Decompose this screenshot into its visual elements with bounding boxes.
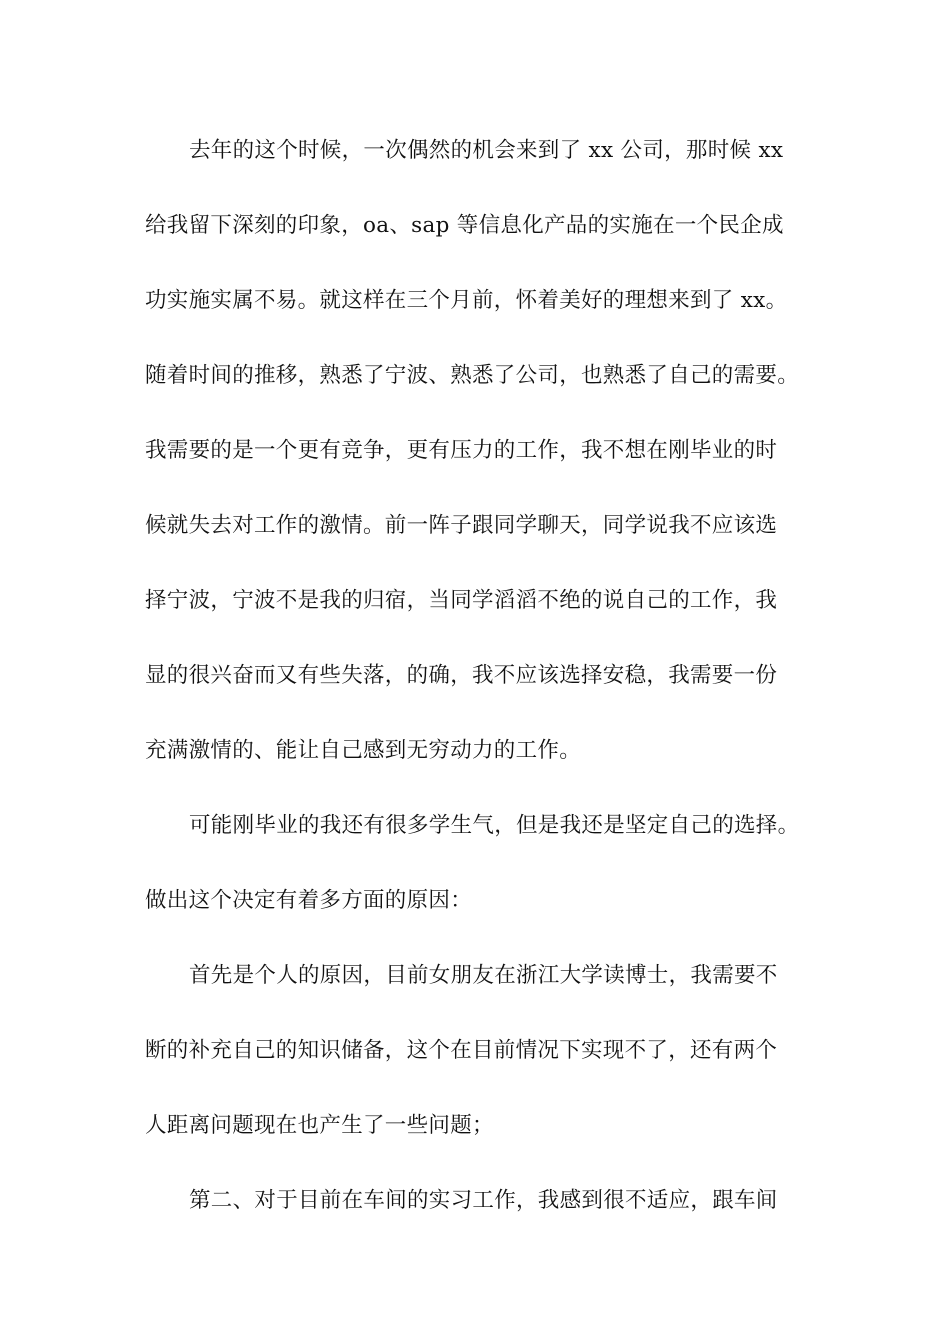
paragraph-line: 做出这个决定有着多方面的原因： [145, 888, 473, 913]
paragraph-line: 择宁波，宁波不是我的归宿，当同学滔滔不绝的说自己的工作，我 [145, 588, 778, 613]
paragraph-line: 候就失去对工作的激情。前一阵子跟同学聊天，同学说我不应该选 [145, 513, 778, 538]
paragraph-line: 人距离问题现在也产生了一些问题； [145, 1113, 494, 1138]
paragraph-line: 功实施实属不易。就这样在三个月前，怀着美好的理想来到了 xx。 [145, 288, 788, 313]
paragraph-line: 充满激情的、能让自己感到无穷动力的工作。 [145, 738, 582, 763]
paragraph-line: 随着时间的推移，熟悉了宁波、熟悉了公司，也熟悉了自己的需要。 [145, 363, 800, 388]
paragraph-line: 首先是个人的原因，目前女朋友在浙江大学读博士，我需要不 [189, 963, 778, 988]
paragraph-line: 断的补充自己的知识储备，这个在目前情况下实现不了，还有两个 [145, 1038, 778, 1063]
document-body [145, 130, 810, 1255]
paragraph-line: 给我留下深刻的印象，oa、sap 等信息化产品的实施在一个民企成 [145, 213, 784, 238]
paragraph-line: 我需要的是一个更有竞争，更有压力的工作，我不想在刚毕业的时 [145, 438, 778, 463]
paragraph-line: 第二、对于目前在车间的实习工作，我感到很不适应，跟车间 [189, 1188, 778, 1213]
paragraph-line: 显的很兴奋而又有些失落，的确，我不应该选择安稳，我需要一份 [145, 663, 778, 688]
paragraph-line: 去年的这个时候，一次偶然的机会来到了 xx 公司，那时候 xx [189, 138, 784, 163]
paragraph-line: 可能刚毕业的我还有很多学生气，但是我还是坚定自己的选择。 [189, 813, 800, 838]
